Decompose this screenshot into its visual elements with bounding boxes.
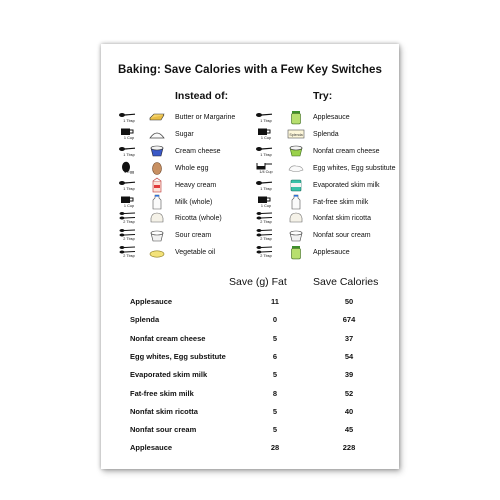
measure-icon [118, 245, 136, 259]
try-label: Nonfat sour cream [313, 232, 371, 240]
swap-name-cell: Nonfat skim ricotta [130, 406, 198, 416]
egg-icon [148, 160, 166, 176]
table-row [101, 387, 399, 401]
measure-label: 2 Tbsp [123, 254, 135, 259]
try-label: Applesauce [313, 249, 350, 257]
swap-name-cell: Fat-free skim milk [130, 388, 194, 398]
calories-saved-cell: 674 [342, 315, 356, 325]
swap-name-cell: Nonfat cream cheese [130, 333, 206, 343]
swap-name-cell: Evaporated skim milk [130, 370, 208, 380]
instead-of-label: Milk (whole) [175, 198, 213, 206]
measure-label: 1 Cup [123, 203, 135, 208]
measure-label: 1/4 Cup [259, 169, 273, 174]
fat-saved-cell: 28 [270, 443, 280, 453]
swap-row [101, 228, 399, 245]
fat-saved-cell: 5 [272, 425, 278, 435]
table-row [101, 350, 399, 364]
measure-icon [118, 228, 136, 242]
measure-label: 1 Egg [124, 169, 134, 174]
measure-icon [255, 178, 273, 192]
save-calories-header: Save Calories [313, 276, 379, 288]
try-label: Splenda [313, 130, 339, 138]
instead-of-label: Butter or Margarine [175, 114, 236, 121]
instead-of-label: Heavy cream [175, 181, 217, 189]
instead-of-label: Sour cream [175, 232, 212, 240]
measure-label: 2 Tbsp [260, 254, 272, 259]
calories-saved-cell: 40 [344, 406, 354, 416]
infographic-sheet [101, 44, 399, 469]
fat-saved-cell: 6 [272, 351, 278, 361]
ricotta-icon [148, 210, 166, 226]
swap-row [101, 127, 399, 144]
instead-of-label: Sugar [175, 130, 194, 138]
instead-of-label: Cream cheese [175, 147, 221, 155]
measure-icon [118, 161, 136, 175]
swap-name-cell: Splenda [130, 315, 160, 325]
measure-icon [255, 228, 273, 242]
cream-cheese-icon [148, 143, 166, 159]
swap-row [101, 161, 399, 178]
measure-icon [118, 195, 136, 209]
table-row [101, 368, 399, 382]
measure-label: 1 Tbsp [260, 152, 272, 157]
ricotta-icon [287, 210, 305, 226]
measure-label: 2 Tbsp [123, 237, 135, 242]
calories-saved-cell: 54 [344, 351, 354, 361]
measure-label: 1 Cup [123, 135, 135, 140]
swap-row [101, 110, 399, 127]
sour-cream-icon [148, 227, 166, 243]
measure-label: 2 Tbsp [260, 237, 272, 242]
page-title: Baking: Save Calories with a Few Key Switches [118, 64, 382, 76]
fat-saved-cell: 11 [271, 297, 279, 306]
calories-saved-cell: 228 [342, 443, 356, 453]
heavy-cream-carton-icon [148, 177, 166, 193]
measure-icon [255, 110, 273, 124]
measure-icon [255, 211, 273, 225]
measure-icon [118, 110, 136, 124]
fat-saved-cell: 5 [272, 370, 278, 380]
fat-saved-cell: 0 [272, 315, 278, 325]
measure-label: 2 Tbsp [260, 220, 272, 225]
measure-label: 1 Tbsp [123, 186, 135, 191]
measure-icon [118, 127, 136, 141]
applesauce-jar-icon [287, 109, 305, 125]
splenda-box-icon [287, 126, 305, 142]
table-row [101, 332, 399, 346]
fat-saved-cell: 8 [272, 388, 278, 398]
calories-saved-cell: 50 [344, 297, 354, 306]
measure-label: 1 Tbsp [260, 186, 272, 191]
swap-name-cell: Nonfat sour cream [130, 425, 197, 435]
applesauce-jar-icon [287, 244, 305, 260]
table-row [101, 405, 399, 419]
calories-saved-cell: 45 [344, 425, 354, 435]
measure-icon [255, 127, 273, 141]
measure-label: 1 Cup [260, 203, 272, 208]
swap-row [101, 178, 399, 195]
nonfat-cream-cheese-icon [287, 143, 305, 159]
sugar-icon [148, 126, 166, 142]
swap-row [101, 245, 399, 262]
swap-name-cell: Applesauce [130, 297, 173, 306]
measure-label: 1 Tbsp [123, 152, 135, 157]
skim-milk-bottle-icon [287, 194, 305, 210]
try-label: Nonfat skim ricotta [313, 215, 371, 223]
measure-icon [255, 245, 273, 259]
calories-saved-cell: 52 [344, 388, 354, 398]
measure-icon [118, 211, 136, 225]
calories-saved-cell: 39 [344, 370, 354, 380]
swap-row [101, 195, 399, 212]
swap-name-cell: Applesauce [130, 443, 173, 453]
table-row [101, 295, 399, 309]
swap-name-cell: Egg whites, Egg substitute [130, 351, 226, 361]
measure-label: 1 Cup [260, 135, 272, 140]
measure-label: 1 Tbsp [260, 119, 272, 123]
swap-row [101, 144, 399, 161]
butter-icon [148, 109, 166, 125]
measure-label: 1 Tbsp [123, 119, 135, 123]
measure-icon [255, 144, 273, 158]
instead-of-heading: Instead of: [175, 90, 229, 102]
measure-icon [255, 195, 273, 209]
instead-of-label: Ricotta (whole) [175, 215, 222, 223]
evaporated-milk-can-icon [287, 177, 305, 193]
try-label: Applesauce [313, 114, 350, 121]
try-label: Egg whites, Egg substitute [313, 164, 396, 172]
svg-text:Splenda: Splenda [289, 132, 303, 137]
try-label: Fat-free skim milk [313, 198, 369, 206]
table-row [101, 313, 399, 327]
instead-of-label: Whole egg [175, 164, 209, 172]
calories-saved-cell: 37 [344, 333, 354, 343]
sour-cream-icon [287, 227, 305, 243]
table-row [101, 423, 399, 437]
swap-row [101, 211, 399, 228]
try-heading: Try: [313, 90, 333, 102]
instead-of-label: Vegetable oil [175, 249, 216, 257]
table-row [101, 441, 399, 455]
measure-icon [118, 144, 136, 158]
try-label: Evaporated skim milk [313, 181, 380, 189]
fat-saved-cell: 5 [272, 333, 278, 343]
milk-bottle-icon [148, 194, 166, 210]
try-label: Nonfat cream cheese [313, 147, 380, 155]
fat-saved-cell: 5 [272, 406, 278, 416]
oil-puddle-icon [148, 244, 166, 260]
measure-label: 2 Tbsp [123, 220, 135, 225]
egg-white-icon [287, 160, 305, 176]
save-fat-header: Save (g) Fat [229, 276, 287, 288]
measure-icon [255, 161, 273, 175]
measure-icon [118, 178, 136, 192]
